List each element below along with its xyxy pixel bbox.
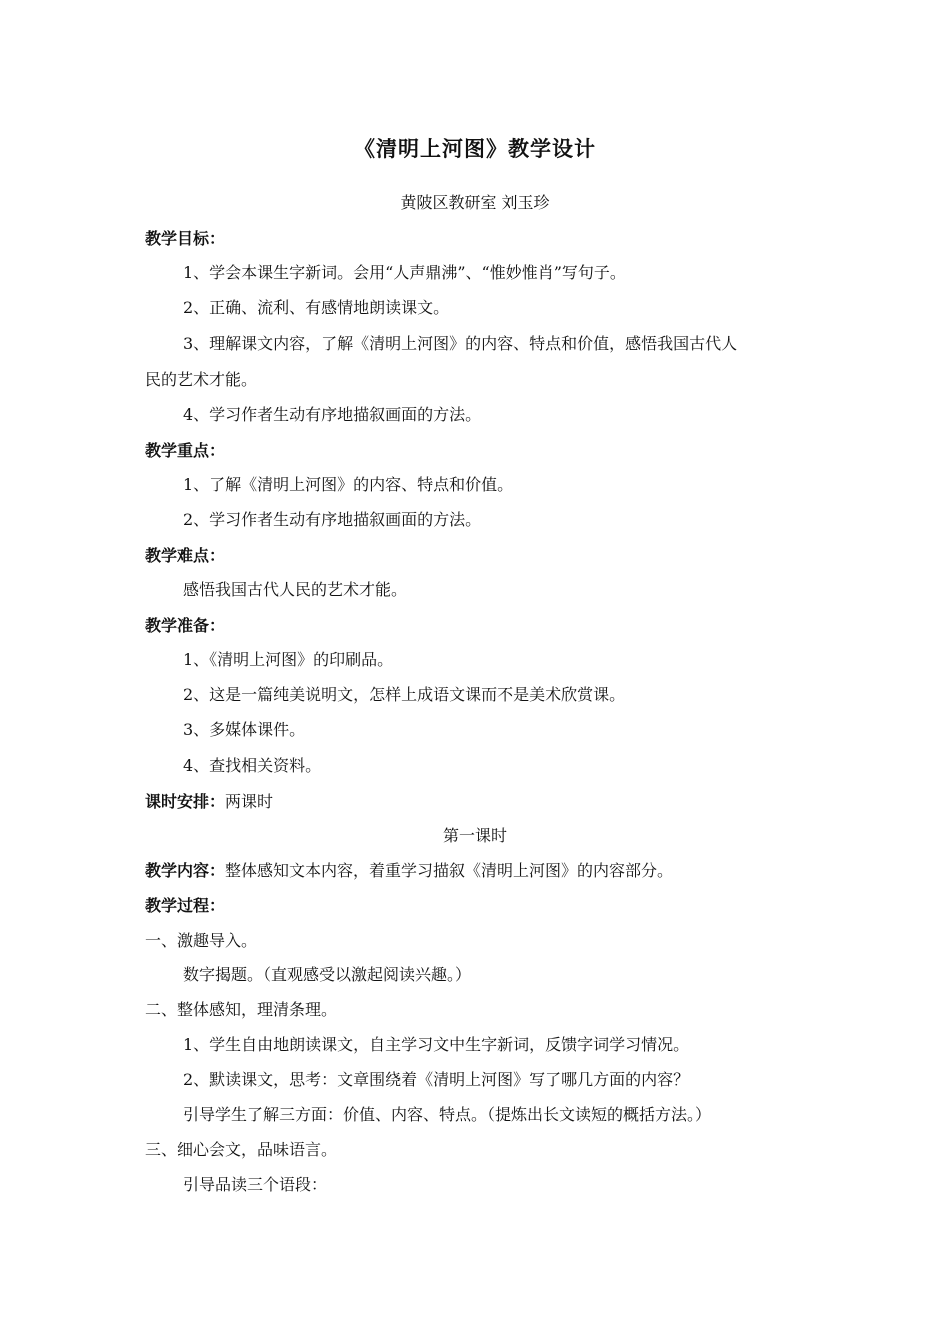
schedule-line	[145, 791, 815, 813]
document-title: 《清明上河图》教学设计	[354, 137, 596, 161]
difficulty-text: 感悟我国古代人民的艺术才能。	[183, 580, 408, 599]
process-detail: 引导学生了解三方面：价值、内容、特点。（提炼出长文读短的概括方法。）	[183, 1105, 712, 1124]
goal-item-continued: 民的艺术才能。	[145, 370, 258, 389]
process-heading: 教学过程：	[145, 896, 226, 915]
goals-heading: 教学目标：	[145, 229, 226, 248]
lesson-title: 第一课时	[442, 826, 507, 845]
process-step: 三、细心会文，品味语言。	[145, 1140, 338, 1159]
schedule-text: 两课时	[225, 792, 274, 811]
process-step: 一、激趣导入。	[145, 931, 258, 950]
schedule-heading: 课时安排：	[145, 792, 226, 811]
preparation-item: 3、多媒体课件。	[183, 720, 306, 739]
key-points-heading: 教学重点：	[145, 441, 226, 460]
key-point-item: 1、了解《清明上河图》的内容、特点和价值。	[183, 475, 514, 494]
content-heading: 教学内容：	[145, 861, 226, 880]
key-point-item: 2、学习作者生动有序地描叙画面的方法。	[183, 510, 482, 529]
goal-item: 1、学会本课生字新词。会用“人声鼎沸”、“惟妙惟肖”写句子。	[183, 263, 626, 282]
process-detail: 1、学生自由地朗读课文，自主学习文中生字新词，反馈字词学习情况。	[183, 1035, 690, 1054]
goal-item: 2、正确、流利、有感情地朗读课文。	[183, 298, 450, 317]
goal-item: 4、学习作者生动有序地描叙画面的方法。	[183, 405, 482, 424]
content-text: 整体感知文本内容，着重学习描叙《清明上河图》的内容部分。	[225, 861, 674, 880]
preparation-item: 2、这是一篇纯美说明文，怎样上成语文课而不是美术欣赏课。	[183, 685, 626, 704]
process-step: 二、整体感知，理清条理。	[145, 1000, 338, 1019]
difficulty-heading: 教学难点：	[145, 546, 226, 565]
content-line	[145, 860, 815, 882]
preparation-heading: 教学准备：	[145, 616, 226, 635]
process-detail: 2、默读课文，思考：文章围绕着《清明上河图》写了哪几方面的内容？	[183, 1070, 690, 1089]
process-detail: 引导品读三个语段：	[183, 1175, 328, 1194]
preparation-item: 4、查找相关资料。	[183, 756, 322, 775]
process-detail: 数字揭题。（直观感受以激起阅读兴趣。）	[183, 965, 472, 984]
goal-item: 3、理解课文内容，了解《清明上河图》的内容、特点和价值，感悟我国古代人	[183, 334, 738, 353]
author-line: 黄陂区教研室 刘玉珍	[400, 193, 550, 212]
preparation-item: 1、《清明上河图》的印刷品。	[183, 650, 394, 669]
